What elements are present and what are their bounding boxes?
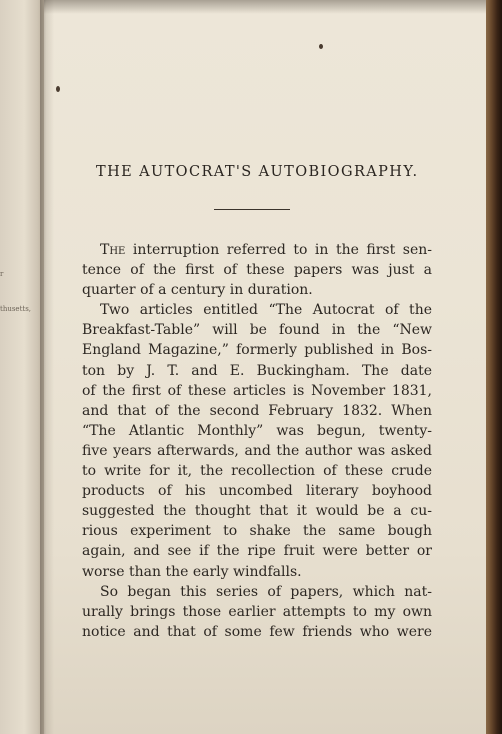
left-page-fragment: r (0, 270, 4, 278)
page-top-shadow (44, 0, 488, 14)
ink-speck (319, 44, 323, 49)
text-line: suggested the thought that it would be a cu- (82, 503, 432, 520)
text-line: worse than the early windfalls. (82, 563, 302, 580)
text-line: The interruption referred to in the first sen- (100, 242, 432, 258)
text-line: urally brings those earlier attempts to my own (82, 603, 432, 620)
text-line: Breakfast-Table” will be found in the “New (82, 322, 432, 339)
text-line: Two articles entitled “The Autocrat of the (100, 302, 432, 319)
text-line: rious experiment to shake the same bough (82, 523, 432, 540)
book-cover-edge (486, 0, 502, 734)
text-line: England Magazine,” formerly published in Bos- (82, 342, 432, 359)
text-line: to write for it, the recollection of these crude (82, 463, 432, 480)
text-line: tence of the first of these papers was just a (82, 262, 432, 279)
text-line: products of his uncombed literary boyhood (82, 483, 432, 500)
text-line: ton by J. T. and E. Buckingham. The date (82, 362, 432, 379)
left-page-edge (0, 0, 44, 734)
text-line: So began this series of papers, which nat- (100, 583, 432, 600)
page-gutter-shadow (40, 0, 54, 734)
first-word: The (100, 242, 126, 258)
chapter-heading: THE AUTOCRAT'S AUTOBIOGRAPHY. (96, 164, 419, 180)
text-line: and that of the second February 1832. When (82, 402, 432, 419)
body-text (82, 240, 432, 642)
text-line: notice and that of some few friends who were (82, 623, 432, 640)
text-line: of the first of these articles is November 1831, (82, 382, 432, 399)
left-page-fragment: thusetts, (0, 305, 32, 313)
ink-speck (56, 86, 60, 92)
text-line: quarter of a century in duration. (82, 282, 313, 299)
heading-rule (214, 209, 290, 210)
text-line: five years afterwards, and the author was asked (82, 442, 432, 459)
text-line: again, and see if the ripe fruit were better or (82, 543, 432, 560)
text-line: “The Atlantic Monthly” was begun, twenty- (82, 422, 432, 439)
